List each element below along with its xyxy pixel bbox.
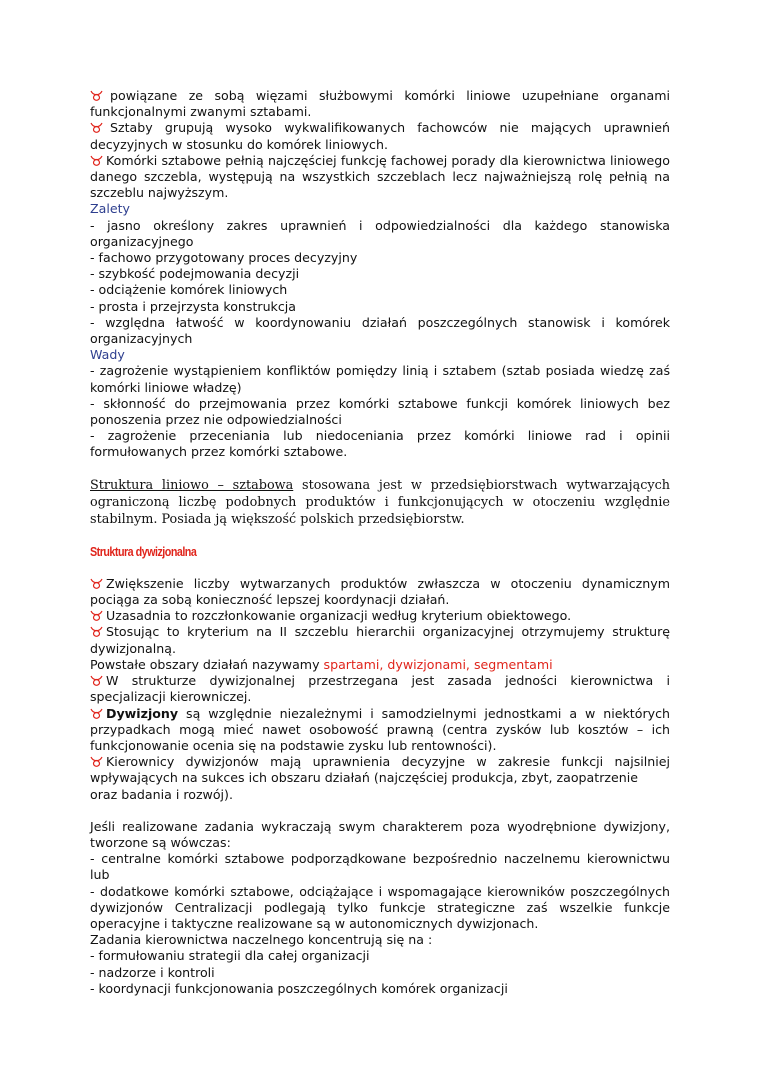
obszary-text: Powstałe obszary działań nazywamy (90, 656, 324, 672)
list-item: - skłonność do przejmowania przez komórki sztabowe funkcji komórek liniowych bez ponoszenia przez nie odpowiedzialności (90, 395, 670, 428)
list-item: - koordynacji funkcjonowania poszczególnych komórek organizacji (90, 980, 508, 996)
list-item: - prosta i przejrzysta konstrukcja (90, 298, 296, 314)
bullet-text: są względnie niezależnymi i samodzielnymi jednostkami a w niektórych przypadkach mogą mieć nawet osobowość prawną (centra zysków lub kosztów – ich funkcjonowanie ocenia się na podstawie zysku lub rentowności). (90, 705, 670, 753)
bullet-text: Komórki sztabowe pełnią najczęściej funkcję fachowej porady dla kierownictwa liniowego danego szczebla, występują na wszystkich szczeblach lecz najważniejszą rolę pełnią na szczeblu najwyższym. (90, 152, 670, 201)
bullet-text: W strukturze dywizjonalnej przestrzegana jest zasada jedności kierownictwa i specjalizacji kierowniczej. (90, 673, 670, 705)
summary-paragraph (90, 477, 670, 528)
list-item: - szybkość podejmowania decyzji (90, 266, 300, 282)
obszary-terms: spartami, dywizjonami, segmentami (323, 656, 553, 672)
list-item: - formułowaniu strategii dla całej organizacji (90, 948, 370, 964)
list-item: - centralne komórki sztabowe podporządkowane bezpośrednio naczelnemu kierownictwu lub (90, 851, 670, 883)
zalety-list (90, 218, 670, 348)
taurus-bullet-icon (90, 90, 103, 101)
intro-paragraph: Jeśli realizowane zadania wykraczają swym charakterem poza wyodrębnione dywizjony, tworzone są wówczas: (90, 818, 670, 850)
list-item: - nadzorze i kontroli (90, 964, 215, 980)
bullet-text: Sztaby grupują wysoko wykwalifikowanych fachowców nie mających uprawnień decyzyjnych w stosunku do komórek liniowych. (90, 120, 670, 152)
list-item: - dodatkowe komórki sztabowe, odciążające i wspomagające kierowników poszczególnych dywizjonów Centralizacji podlegają tylko funkcje strategiczne zaś wszelkie funkcje operacyjne i taktyczne realizowane są w autonomicznych dywizjonach. (90, 883, 670, 931)
list-item: - jasno określony zakres uprawnień i odpowiedzialności dla każdego stanowiska organizacyjnego (90, 217, 670, 249)
taurus-bullet-icon (90, 756, 103, 767)
document-page (90, 88, 670, 997)
bullet-paragraph (90, 88, 670, 120)
bullet-paragraph (90, 120, 670, 152)
bullet-paragraph (90, 153, 670, 202)
summary-term: Struktura liniowo – sztabowa (90, 477, 294, 493)
bullet-text: Zwiększenie liczby wytwarzanych produktów zwłaszcza w otoczeniu dynamicznym pociąga za sobą konieczność lepszej koordynacji działań. (90, 575, 670, 608)
taurus-bullet-icon (90, 610, 103, 621)
list-item: - fachowo przygotowany proces decyzyjny (90, 250, 358, 266)
bullet-term: Dywizjony (106, 705, 179, 721)
taurus-bullet-icon (90, 578, 103, 589)
bullet-text: powiązane ze sobą więzami służbowymi komórki liniowe uzupełniane organami funkcjonalnymi zwanymi sztabami. (90, 88, 670, 120)
list-item: - względna łatwość w koordynowaniu działań poszczególnych stanowisk i komórek organizacyjnych (90, 314, 670, 347)
bullet-paragraph (90, 624, 670, 656)
taurus-bullet-icon (90, 122, 103, 133)
summary-text: stosowana jest w przedsiębiorstwach wytwarzających ograniczoną liczbę podobnych produktów i funkcjonujących w otoczeniu względnie stabilnym. Posiada ją większość polskich przedsiębiorstw. (90, 477, 670, 527)
obszary-paragraph (90, 657, 670, 673)
bullet-paragraph (90, 754, 670, 803)
taurus-bullet-icon (90, 675, 103, 686)
bullet-paragraph (90, 706, 670, 755)
bullet-paragraph (90, 608, 670, 624)
bullet-paragraph (90, 576, 670, 608)
taurus-bullet-icon (90, 626, 103, 637)
tasks-intro: Zadania kierownictwa naczelnego koncentrują się na : (90, 932, 433, 948)
wady-label: Wady (90, 347, 125, 363)
bullet-paragraph (90, 673, 670, 705)
bullet-text-cont: oraz badania i rozwój). (90, 786, 233, 802)
list-item: - zagrożenie przeceniania lub niedoceniania przez komórki liniowe rad i opinii formułowanych przez komórki sztabowe. (90, 428, 670, 460)
list-item: - zagrożenie wystąpieniem konfliktów pomiędzy linią i sztabem (sztab posiada wiedzę zaś komórki liniowe władzę) (90, 363, 670, 395)
list-item: - odciążenie komórek liniowych (90, 282, 288, 298)
zalety-label: Zalety (90, 201, 130, 217)
section-heading: Struktura dywizjonalna (90, 544, 197, 559)
bullet-text: Stosując to kryterium na II szczeblu hierarchii organizacyjnej otrzymujemy strukturę dywizjonalną. (90, 624, 670, 656)
taurus-bullet-icon (90, 708, 103, 719)
bullet-text: Uzasadnia to rozczłonkowanie organizacji według kryterium obiektowego. (106, 608, 572, 624)
wady-list (90, 363, 670, 460)
bullet-text: Kierownicy dywizjonów mają uprawnienia decyzyjne w zakresie funkcji najsilniej wpływających na sukces ich obszaru działań (najczęściej produkcja, zbyt, zaopatrzenie (90, 754, 670, 786)
taurus-bullet-icon (90, 155, 103, 166)
